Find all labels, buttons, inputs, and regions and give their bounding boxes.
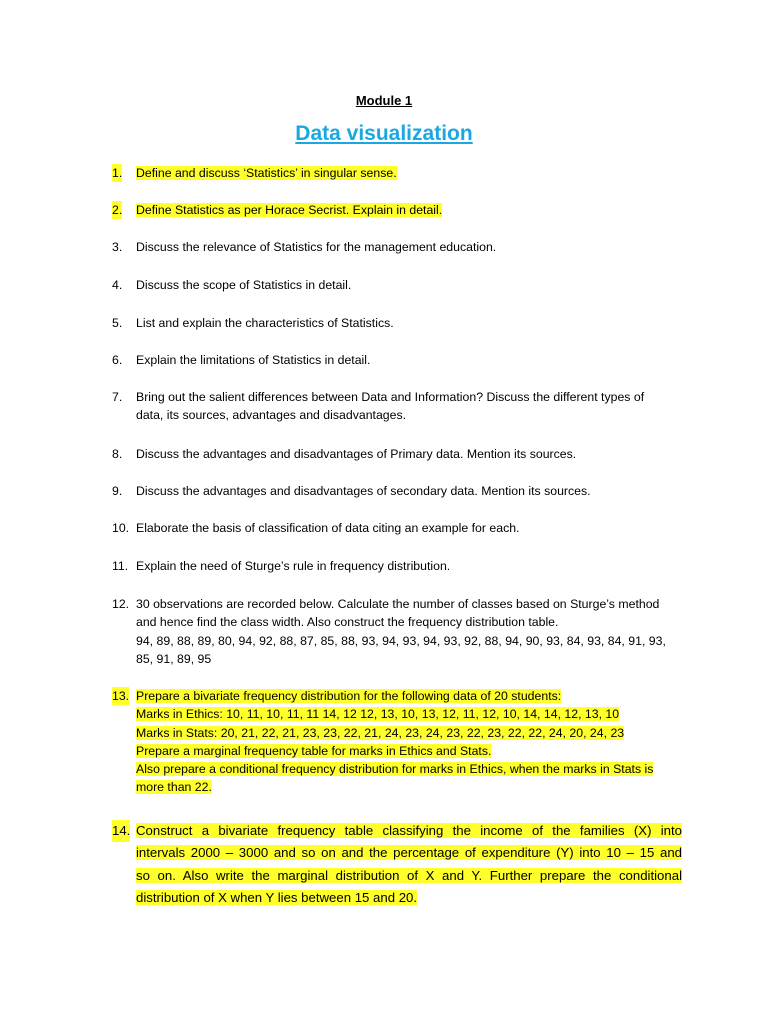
question-number: 9. [112, 484, 123, 498]
question-number: 10. [112, 521, 130, 535]
question-line-text: 94, 89, 88, 89, 80, 94, 92, 88, 87, 85, 88, 93, 94, 93, 94, 93, 92, 88, 94, 90, 93, 84, 93, 84, 91, 93, [136, 633, 666, 648]
question-text [136, 820, 682, 909]
question-line [136, 820, 682, 842]
question-item [112, 276, 682, 294]
question-line-text: distribution of X when Y lies between 15 and 20. [136, 889, 418, 905]
question-text [136, 238, 682, 256]
question-item [112, 445, 682, 463]
question-text [136, 388, 682, 425]
question-line-text: Discuss the scope of Statistics in detail. [136, 278, 352, 292]
question-text [136, 276, 682, 294]
question-line [136, 887, 682, 909]
page-title [0, 122, 768, 146]
question-number: 1. [112, 164, 122, 182]
question-line-text: Prepare a bivariate frequency distribution for the following data of 20 students: [136, 689, 562, 703]
question-line-text: Also prepare a conditional frequency distribution for marks in Ethics, when the marks in Stats is [136, 762, 654, 777]
question-line [136, 238, 682, 256]
question-line [136, 164, 682, 182]
question-item [112, 238, 682, 256]
question-number: 12. [112, 597, 130, 611]
question-line-text: Explain the need of Sturge’s rule in frequency distribution. [136, 559, 451, 573]
question-line-text: Define and discuss ‘Statistics’ in singular sense. [136, 166, 397, 180]
question-item [112, 687, 682, 797]
question-line-text: 30 observations are recorded below. Calculate the number of classes based on Sturge’s method [136, 597, 660, 611]
question-line [136, 519, 682, 537]
question-line-text: Discuss the advantages and disadvantages of secondary data. Mention its sources. [136, 484, 591, 498]
question-line-text: Elaborate the basis of classification of data citing an example for each. [136, 521, 520, 535]
question-line [136, 650, 682, 668]
question-line [136, 351, 682, 369]
question-line [136, 482, 682, 500]
question-number: 4. [112, 278, 123, 292]
question-text [136, 201, 682, 219]
question-line-text: List and explain the characteristics of Statistics. [136, 316, 394, 330]
question-line [136, 865, 682, 887]
question-text [136, 519, 682, 537]
question-line [136, 705, 682, 723]
question-number: 7. [112, 390, 123, 404]
question-line [136, 760, 682, 778]
module-heading [0, 93, 768, 108]
question-line-text: 85, 91, 89, 95 [136, 651, 212, 666]
question-line-text: Discuss the advantages and disadvantages of Primary data. Mention its sources. [136, 447, 577, 461]
question-line-text: Explain the limitations of Statistics in detail. [136, 353, 371, 367]
question-line-text: Prepare a marginal frequency table for marks in Ethics and Stats. [136, 743, 492, 758]
question-text [136, 351, 682, 369]
question-line [136, 778, 682, 796]
question-line [136, 445, 682, 463]
question-line [136, 201, 682, 219]
question-number: 6. [112, 353, 123, 367]
question-number: 14. [112, 820, 130, 842]
question-text [136, 557, 682, 575]
question-item [112, 557, 682, 575]
module-heading-text: Module 1 [355, 93, 413, 108]
question-number: 11. [112, 559, 129, 573]
question-line [136, 276, 682, 294]
question-text [136, 314, 682, 332]
question-item [112, 482, 682, 500]
question-line-text: intervals 2000 – 3000 and so on and the percentage of expenditure (Y) into 10 – 15 and [136, 845, 682, 861]
question-line-text: so on. Also write the marginal distribution of X and Y. Further prepare the conditional [136, 867, 682, 883]
question-text [136, 687, 682, 797]
question-number: 2. [112, 201, 122, 219]
question-line [136, 613, 682, 631]
question-item [112, 351, 682, 369]
question-line-text: data, its sources, advantages and disadvantages. [136, 408, 407, 423]
question-text [136, 445, 682, 463]
question-line-text: Discuss the relevance of Statistics for the management education. [136, 240, 497, 254]
question-item [112, 164, 682, 182]
question-text [136, 595, 682, 668]
question-line-text: Marks in Stats: 20, 21, 22, 21, 23, 23, 22, 21, 24, 23, 24, 23, 22, 23, 22, 22, 24, 20, 24, 23 [136, 725, 625, 740]
question-line [136, 842, 682, 864]
question-item [112, 201, 682, 219]
question-item [112, 820, 682, 909]
question-number: 13. [112, 687, 129, 705]
question-item [112, 595, 682, 668]
question-number: 5. [112, 316, 123, 330]
question-item [112, 388, 682, 425]
question-text [136, 164, 682, 182]
question-line [136, 687, 682, 705]
question-item [112, 314, 682, 332]
question-number: 8. [112, 447, 123, 461]
question-number: 3. [112, 240, 123, 254]
question-line-text: Bring out the salient differences between Data and Information? Discuss the different types of [136, 390, 645, 404]
question-line-text: more than 22. [136, 780, 212, 795]
question-line [136, 557, 682, 575]
question-line [136, 595, 682, 613]
question-item [112, 519, 682, 537]
question-line-text: Construct a bivariate frequency table classifying the income of the families (X) into [136, 823, 682, 838]
question-line [136, 742, 682, 760]
question-line [136, 388, 682, 406]
page-title-text: Data visualization [295, 122, 473, 145]
question-line [136, 632, 682, 650]
question-line-text: Marks in Ethics: 10, 11, 10, 11, 11 14, 12 12, 13, 10, 13, 12, 11, 12, 10, 14, 14, 12, 13, 10 [136, 707, 620, 722]
question-line-text: and hence find the class width. Also construct the frequency distribution table. [136, 615, 559, 630]
question-line [136, 406, 682, 424]
question-text [136, 482, 682, 500]
question-line [136, 314, 682, 332]
question-line [136, 724, 682, 742]
question-line-text: Define Statistics as per Horace Secrist. Explain in detail. [136, 203, 443, 217]
